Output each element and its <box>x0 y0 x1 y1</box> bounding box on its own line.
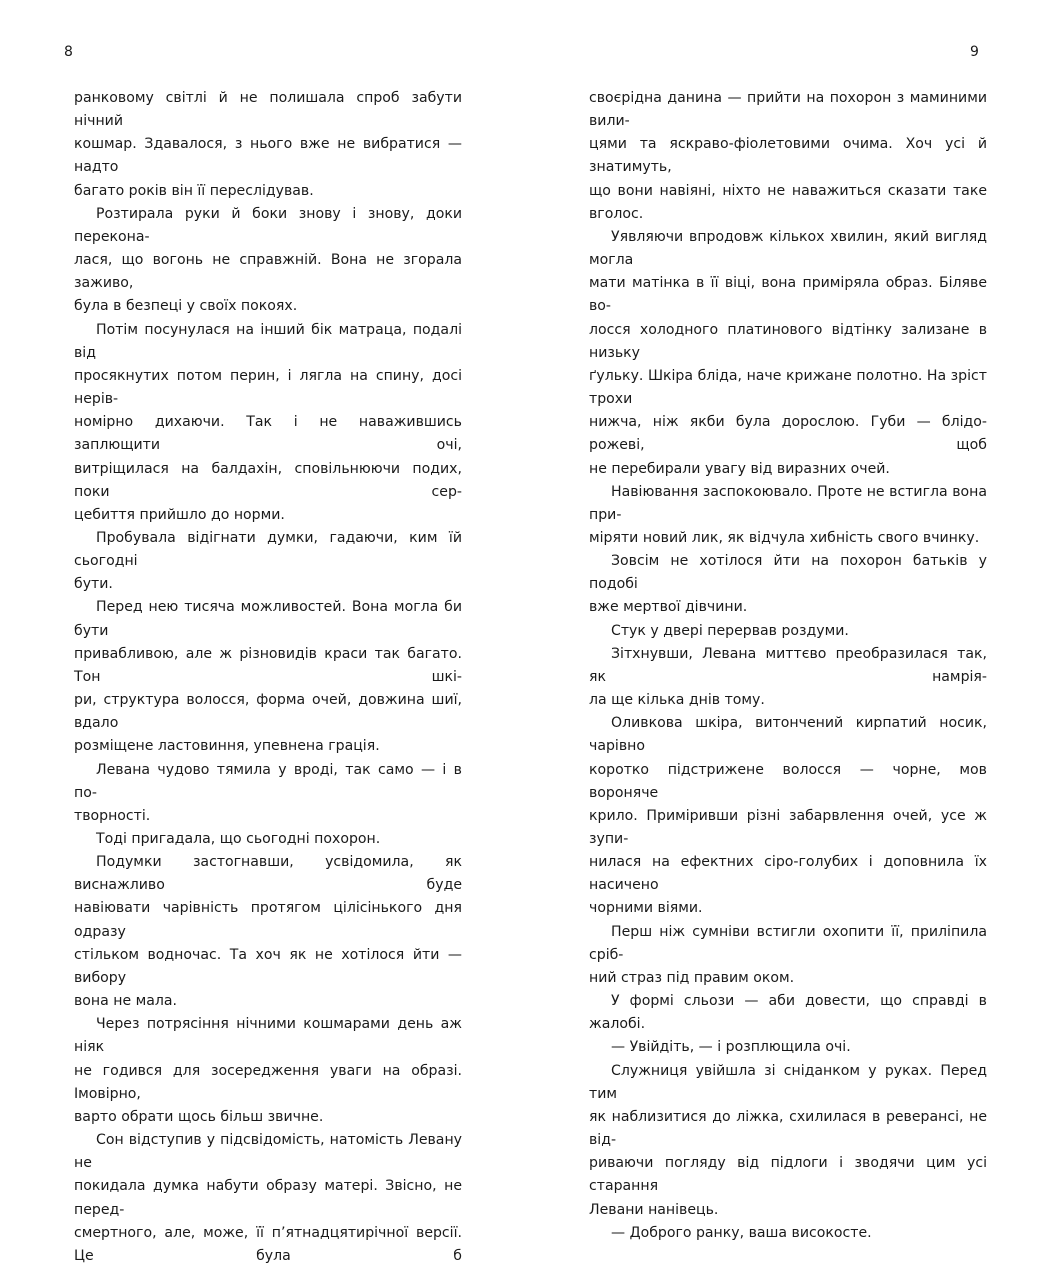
text-line: як наблизитися до ліжка, схилилася в реверансі, не від- <box>589 1108 987 1149</box>
text-line: багато років він її переслідував. <box>74 182 314 199</box>
text-line: просякнутих потом перин, і лягла на спину, досі нерів- <box>74 367 462 408</box>
text-line: смертного, але, може, її п’ятнадцятирічної версії. Це була б <box>74 1224 462 1264</box>
text-line: не перебирали увагу від виразних очей. <box>589 460 890 477</box>
text-line: не годився для зосередження уваги на образі. Імовірно, <box>74 1062 462 1102</box>
text-line: своєрідна данина — прийти на похорон з маминими вили- <box>589 90 987 130</box>
text-line: Через потрясіння нічними кошмарами день аж ніяк <box>74 1016 462 1056</box>
text-line: крило. Приміривши різні забарвлення очей, усе ж зупи- <box>589 807 987 847</box>
text-line: Зовсім не хотілося йти на похорон батьків у подобі <box>589 553 987 593</box>
left-page <box>0 0 525 1264</box>
text-line: риваючи погляду від підлоги і зводячи цим усі старання <box>589 1155 987 1195</box>
text-line: варто обрати щось більш звичне. <box>74 1108 324 1125</box>
text-line: бути. <box>74 576 113 593</box>
text-line: коротко підстрижене волосся — чорне, мов вороняче <box>589 761 987 801</box>
text-line: лася, що вогонь не справжній. Вона не згорала заживо, <box>74 252 462 292</box>
text-line: Оливкова шкіра, витончений кирпатий носик, чарівно <box>589 715 987 755</box>
text-line: чорними віями. <box>589 900 703 917</box>
text-line: ри, структура волосся, форма очей, довжина шиї, вдало <box>74 692 462 732</box>
text-line: ґульку. Шкіра бліда, наче крижане полотно. На зріст трохи <box>589 367 987 408</box>
right-page <box>525 0 1050 1241</box>
text-line: кошмар. Здавалося, з нього вже не вибратися — надто <box>74 136 462 176</box>
text-line: витріщилася на балдахін, сповільнюючи подих, поки сер- <box>74 460 462 500</box>
body-text <box>589 87 987 1245</box>
text-line: Зітхнувши, Левана миттєво преобразилася так, як намрія- <box>589 645 987 685</box>
text-line: Стук у двері перервав роздуми. <box>611 622 849 639</box>
text-line: Потім посунулася на інший бік матраца, подалі від <box>74 321 462 361</box>
text-line: що вони навіяні, ніхто не наважиться сказати таке вголос. <box>589 182 987 222</box>
text-line: цебиття прийшло до норми. <box>74 506 285 523</box>
text-line: нижча, ніж якби була дорослою. Губи — блідо-рожеві, щоб <box>589 414 987 454</box>
text-line: стількoм водночас. Та хоч як не хотілося йти — вибору <box>74 946 462 986</box>
text-line: Уявляючи впродовж кількох хвилин, який вигляд могла <box>589 228 987 269</box>
text-line: покидала думка набути образу матері. Звісно, не перед- <box>74 1178 462 1218</box>
text-line: Навіювання заспокоювало. Проте не встигла вона при- <box>589 483 987 523</box>
text-line: Перш ніж сумніви встигли охопити її, приліпила сріб- <box>589 923 987 963</box>
text-line: Пробувала відігнати думки, гадаючи, ким їй сьогодні <box>74 529 462 570</box>
text-line: вона не мала. <box>74 993 178 1010</box>
text-line: — Увійдіть, — і розплющила очі. <box>611 1039 851 1056</box>
text-line: — Доброго ранку, ваша високосте. <box>611 1224 872 1241</box>
text-line: Левана чудово тямила у вроді, так само — і в по- <box>74 761 462 801</box>
text-line: Левани нанівець. <box>589 1201 719 1218</box>
text-line: ранковому світлі й не полишала спроб забути нічний <box>74 90 462 130</box>
text-line: ла ще кілька днів тому. <box>589 692 765 709</box>
text-line: Подумки застогнавши, усвідомила, як виснажливо буде <box>74 854 462 894</box>
text-line: цями та яскраво-фіолетовими очима. Хоч усі й знатимуть, <box>589 136 987 176</box>
text-line: творності. <box>74 807 151 824</box>
page-number: 8 <box>64 44 73 60</box>
text-line: розміщене ластовиння, упевнена грація. <box>74 738 380 755</box>
text-line: Сон відступив у підсвідомість, натомість Левану не <box>74 1132 462 1172</box>
text-line: вже мертвої дівчини. <box>589 599 748 616</box>
text-line: привабливою, але ж різновидів краси так багато. Тон шкі- <box>74 645 462 685</box>
text-line: була в безпеці у своїх покоях. <box>74 298 298 315</box>
text-line: мати матінка в її віці, вона приміряла образ. Біляве во- <box>589 275 987 315</box>
text-line: Тоді пригадала, що сьогодні похорон. <box>96 831 381 847</box>
text-line: міряти новий лик, як відчула хибність свого вчинку. <box>589 529 980 546</box>
page-number: 9 <box>970 44 979 60</box>
text-line: Служниця увійшла зі сніданком у руках. Перед тим <box>589 1062 987 1102</box>
body-text <box>74 87 462 1268</box>
text-line: лосся холодного платинового відтінку зализане в низьку <box>589 321 987 361</box>
text-line: ний страз під правим оком. <box>589 969 795 986</box>
text-line: навіювати чарівність протягом цілісінького дня одразу <box>74 900 462 940</box>
text-line: нилася на ефектних сіро-голубих і доповнила їх насичено <box>589 854 987 894</box>
text-line: Перед нею тисяча можливостей. Вона могла би бути <box>74 599 462 639</box>
text-line: У формі сльози — аби довести, що справді в жалобі. <box>589 993 987 1033</box>
text-line: Розтирала руки й боки знову і знову, доки переконa- <box>74 205 462 245</box>
text-line: номірно дихаючи. Так і не наважившись заплющити очі, <box>74 414 462 454</box>
